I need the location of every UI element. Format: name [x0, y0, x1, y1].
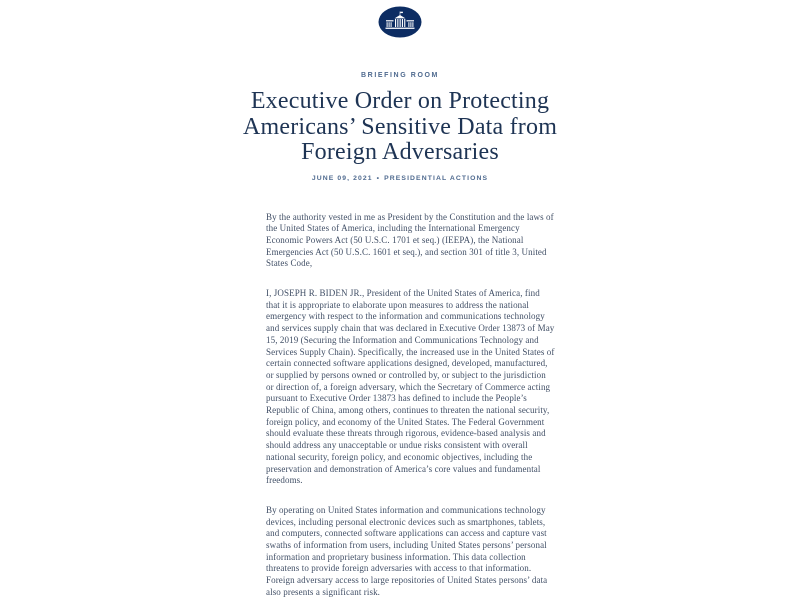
category-link-presidential-actions[interactable]: PRESIDENTIAL ACTIONS	[384, 174, 489, 182]
publish-date: JUNE 09, 2021	[311, 174, 373, 182]
paragraph-findings: I, JOSEPH R. BIDEN JR., President of the United States of America, find that it is appropriate to elaborate upon measures to address the national emergency with respect to the information and communications technology and services supply chain that was declared in Executive Order 13873 of May 15, 2019 (Securing the Information and Communications Technology and Services Supply Chain). Specifically, the increased use in the United States of certain connected software applications designed, developed, manufactured, or supplied by persons owned or controlled by, or subject to the jurisdiction or direction of, a foreign adversary, which the Secretary of Commerce acting pursuant to Executive Order 13873 has defined to include the People’s Republic of China, among others, continues to threaten the national security, foreign policy, and economy of the United States. The Federal Government should evaluate these threats through rigorous, evidence-based analysis and should address any unacceptable or undue risks consistent with overall national security, foreign policy, and economic objectives, including the preservation and demonstration of America’s core values and fundamental freedoms.	[266, 288, 555, 486]
white-house-logo-icon	[378, 6, 422, 38]
page-title-line-3: Foreign Adversaries	[301, 139, 499, 165]
page-title	[0, 89, 800, 166]
page-title-line-1: Executive Order on Protecting	[250, 88, 550, 114]
breadcrumb-briefing-room[interactable]: BRIEFING ROOM	[361, 72, 439, 79]
white-house-logo[interactable]	[378, 6, 422, 38]
article-meta	[0, 175, 800, 182]
page-title-line-2: Americans’ Sensitive Data from	[242, 113, 558, 140]
site-header	[0, 0, 800, 43]
article-body	[266, 212, 555, 599]
paragraph-data-collection: By operating on United States information and communications technology devices, including personal electronic devices such as smartphones, tablets, and computers, connected software applications can access and capture vast swaths of information from users, including United States persons’ personal information and proprietary business information. This data collection threatens to provide foreign adversaries with access to that information. Foreign adversary access to large repositories of United States persons’ data also presents a significant risk.	[266, 504, 548, 597]
paragraph-authority: By the authority vested in me as President by the Constitution and the laws of the United States of America, including the International Emergency Economic Powers Act (50 U.S.C. 1701 et seq.) (IEEPA), the National Emergencies Act (50 U.S.C. 1601 et seq.), and section 301 of title 3, United States Code,	[266, 211, 554, 269]
meta-separator: •	[376, 174, 381, 182]
